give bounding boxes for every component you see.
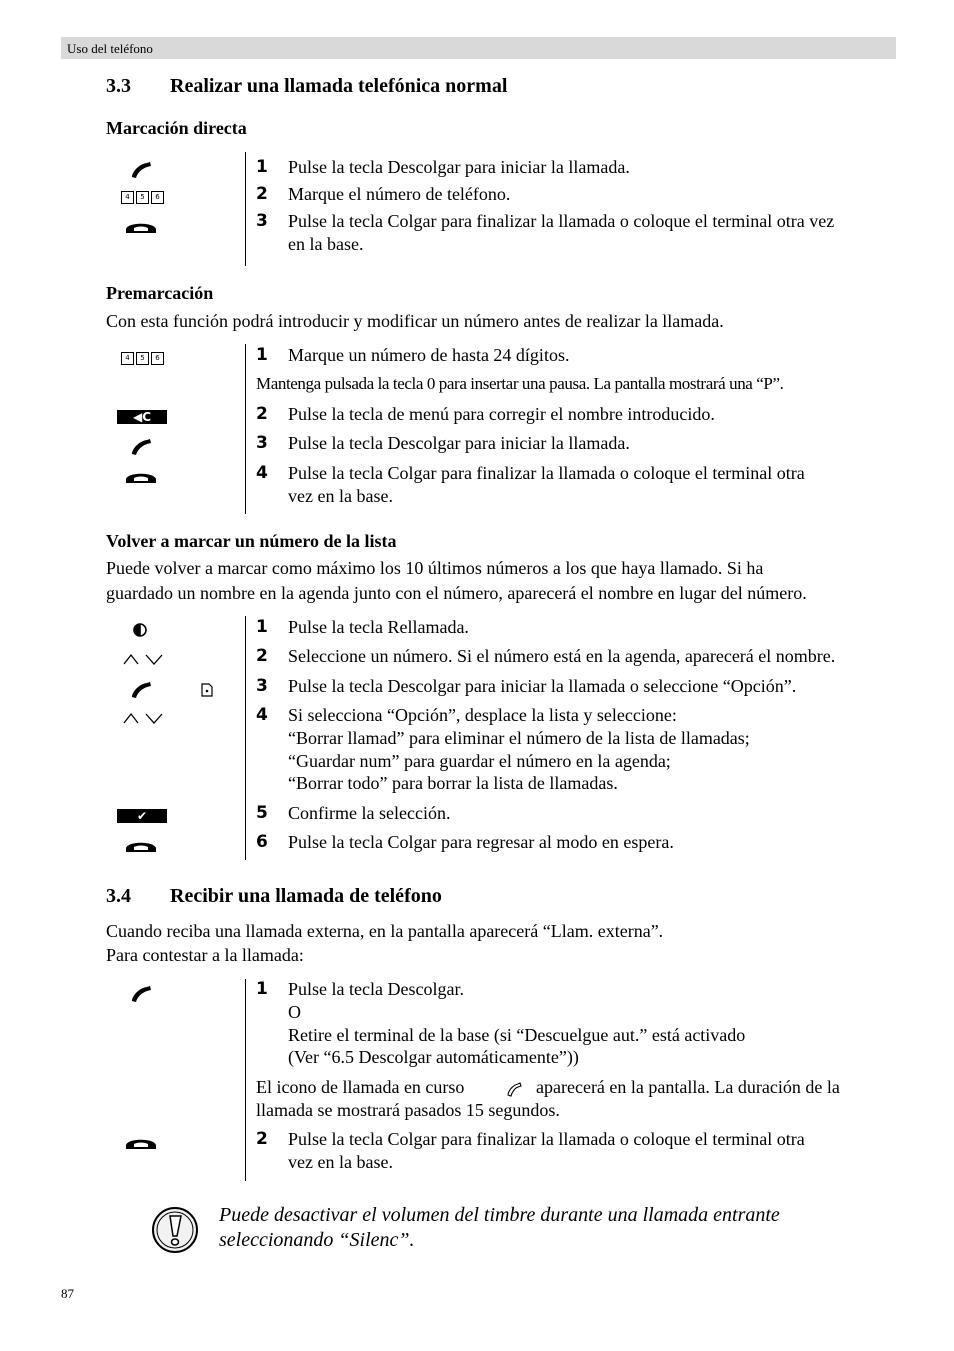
step-text: Pulse la tecla Colgar para finalizar la llamada o coloque el terminal otra	[288, 463, 805, 483]
step-number: 1	[256, 617, 268, 637]
subsection-heading: Premarcación	[106, 283, 214, 303]
column-divider	[245, 344, 246, 514]
step-text-continued: vez en la base.	[288, 486, 393, 506]
offhook-key-icon	[129, 160, 153, 180]
column-divider	[245, 616, 246, 860]
subsection-heading: Marcación directa	[106, 118, 247, 138]
step-text: Pulse la tecla de menú para corregir el nombre introducido.	[288, 404, 715, 424]
onhook-key-icon	[124, 838, 158, 854]
keypad-icon: 4 5 6	[121, 191, 164, 204]
step-number: 2	[256, 184, 268, 204]
step-text-continued: “Guardar num” para guardar el número en la agenda;	[288, 751, 671, 771]
step-text-continued: O	[288, 1002, 301, 1022]
step-number: 2	[256, 646, 268, 666]
tip-text: seleccionando “Silenc”.	[219, 1229, 415, 1251]
running-header	[61, 37, 896, 59]
step-text: Pulse la tecla Colgar para finalizar la llamada o coloque el terminal otra vez	[288, 211, 835, 231]
step-number: 1	[256, 345, 268, 365]
section-number: 3.3	[106, 75, 131, 97]
step-text-continued: “Borrar llamad” para eliminar el número de la lista de llamadas;	[288, 728, 750, 748]
info-text: llamada se mostrará pasados 15 segundos.	[256, 1100, 560, 1120]
tip-text: Puede desactivar el volumen del timbre durante una llamada entrante	[219, 1204, 780, 1226]
step-number: 5	[256, 803, 268, 823]
keypad-icon: 4 5 6	[121, 352, 164, 365]
step-text: Si selecciona “Opción”, desplace la lista y seleccione:	[288, 705, 677, 725]
paragraph: guardado un nombre en la agenda junto con el número, aparecerá el nombre en lugar del número.	[106, 583, 807, 603]
paragraph: Con esta función podrá introducir y modificar un número antes de realizar la llamada.	[106, 311, 724, 331]
step-number: 1	[256, 157, 268, 177]
step-number: 4	[256, 463, 268, 483]
section-title: Recibir una llamada de teléfono	[170, 885, 442, 907]
step-number: 3	[256, 211, 268, 231]
up-down-keys-icon	[122, 711, 166, 725]
step-text-continued: en la base.	[288, 234, 364, 254]
step-text: Pulse la tecla Descolgar para iniciar la llamada.	[288, 433, 630, 453]
offhook-key-icon	[129, 984, 153, 1004]
step-number: 3	[256, 433, 268, 453]
onhook-key-icon	[124, 1135, 158, 1151]
step-text: Seleccione un número. Si el número está en la agenda, aparecerá el nombre.	[288, 646, 836, 666]
info-text: El icono de llamada en curso	[256, 1077, 465, 1097]
paragraph: Para contestar a la llamada:	[106, 945, 304, 965]
step-text: Confirme la selección.	[288, 803, 451, 823]
section-title: Realizar una llamada telefónica normal	[170, 75, 508, 97]
offhook-key-icon	[129, 680, 153, 700]
step-number: 2	[256, 404, 268, 424]
option-key-icon	[200, 682, 214, 698]
step-text-continued: “Borrar todo” para borrar la lista de llamadas.	[288, 773, 618, 793]
step-text: Pulse la tecla Colgar para finalizar la llamada o coloque el terminal otra	[288, 1129, 805, 1149]
step-number: 2	[256, 1129, 268, 1149]
paragraph: Puede volver a marcar como máximo los 10 últimos números a los que haya llamado. Si ha	[106, 558, 764, 578]
step-text: Pulse la tecla Rellamada.	[288, 617, 469, 637]
onhook-key-icon	[124, 469, 158, 485]
note-text: Mantenga pulsada la tecla 0 para insertar una pausa. La pantalla mostrará una “P”.	[256, 374, 784, 393]
step-number: 6	[256, 832, 268, 852]
step-text: Marque un número de hasta 24 dígitos.	[288, 345, 570, 365]
subsection-heading: Volver a marcar un número de la lista	[106, 531, 397, 551]
step-text: Marque el número de teléfono.	[288, 184, 511, 204]
section-number: 3.4	[106, 885, 131, 907]
step-number: 4	[256, 705, 268, 725]
step-text: Pulse la tecla Descolgar.	[288, 979, 464, 999]
offhook-key-icon	[129, 437, 153, 457]
info-text: aparecerá en la pantalla. La duración de la	[536, 1077, 840, 1097]
step-text: Pulse la tecla Colgar para regresar al modo en espera.	[288, 832, 674, 852]
column-divider	[245, 979, 246, 1181]
column-divider	[245, 152, 246, 266]
page-number: 87	[61, 1286, 74, 1301]
step-number: 1	[256, 979, 268, 999]
step-text: Pulse la tecla Descolgar para iniciar la llamada o seleccione “Opción”.	[288, 676, 797, 696]
confirm-key-icon: ✔	[117, 809, 167, 823]
step-text-continued: Retire el terminal de la base (si “Descuelgue aut.” está activado	[288, 1025, 746, 1045]
onhook-key-icon	[124, 219, 158, 235]
redial-key-icon	[130, 622, 150, 638]
step-number: 3	[256, 676, 268, 696]
step-text: Pulse la tecla Descolgar para iniciar la llamada.	[288, 157, 630, 177]
menu-correct-key-icon: ◀C	[117, 410, 167, 424]
step-text-continued: (Ver “6.5 Descolgar automáticamente”))	[288, 1047, 579, 1067]
running-header-text: Uso del teléfono	[67, 41, 153, 56]
call-in-progress-icon	[505, 1080, 523, 1098]
up-down-keys-icon	[122, 652, 166, 666]
warning-exclamation-icon	[150, 1205, 200, 1255]
paragraph: Cuando reciba una llamada externa, en la pantalla aparecerá “Llam. externa”.	[106, 921, 664, 941]
step-text-continued: vez en la base.	[288, 1152, 393, 1172]
